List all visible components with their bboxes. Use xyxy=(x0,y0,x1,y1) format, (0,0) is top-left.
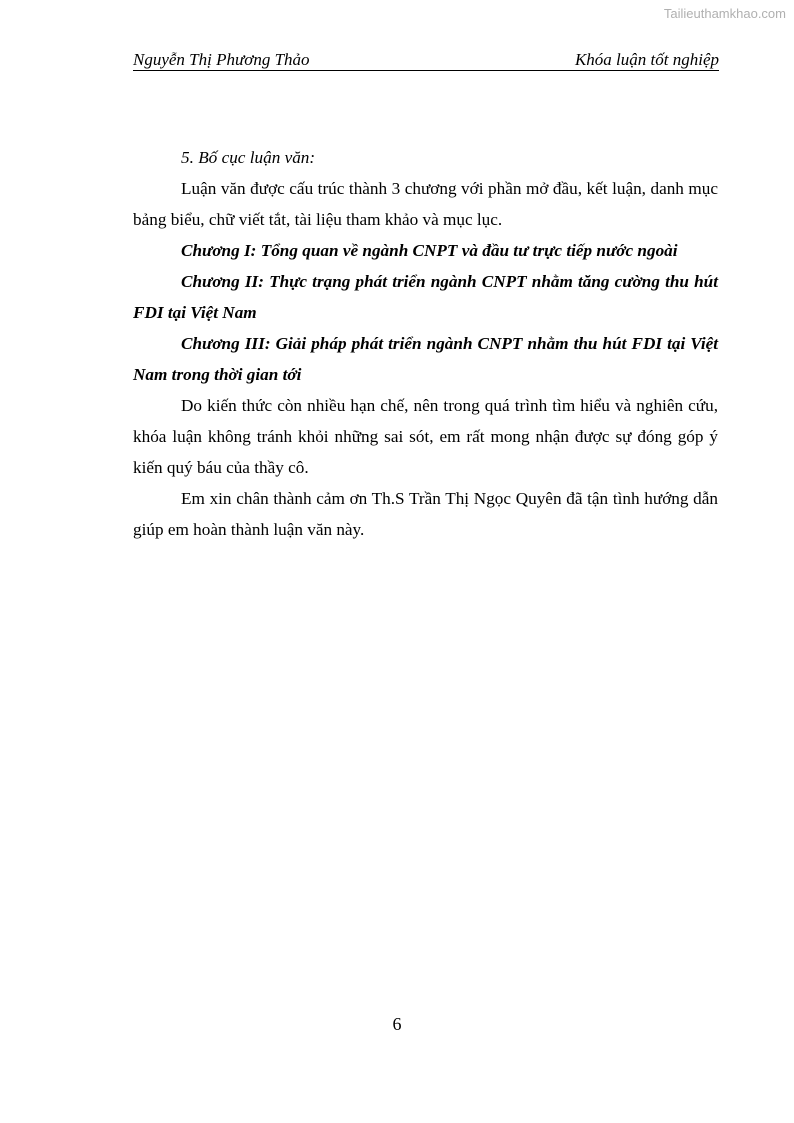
chapter-3-title: Chương III: Giải pháp phát triển ngành CNPT nhằm thu hút FDI tại Việt Nam trong thời gian tới xyxy=(133,334,718,384)
section-heading: 5. Bố cục luận văn: xyxy=(181,148,316,167)
header-author: Nguyễn Thị Phương Thảo xyxy=(133,50,310,69)
page-header xyxy=(133,48,719,71)
body-paragraph: Em xin chân thành cảm ơn Th.S Trần Thị Ngọc Quyên đã tận tình hướng dẫn giúp em hoàn thành luận văn này. xyxy=(133,489,718,539)
page-number: 6 xyxy=(392,1014,402,1034)
page-body xyxy=(133,142,718,545)
body-paragraph: Do kiến thức còn nhiều hạn chế, nên trong quá trình tìm hiểu và nghiên cứu, khóa luận không tránh khỏi những sai sót, em rất mong nhận được sự đóng góp ý kiến quý báu của thầy cô. xyxy=(133,396,718,477)
chapter-1-title: Chương I: Tổng quan về ngành CNPT và đầu tư trực tiếp nước ngoài xyxy=(181,241,678,260)
watermark-text: Tailieuthamkhao.com xyxy=(663,6,786,21)
header-doc-type: Khóa luận tốt nghiệp xyxy=(574,50,719,69)
chapter-2-title: Chương II: Thực trạng phát triển ngành CNPT nhằm tăng cường thu hút FDI tại Việt Nam xyxy=(133,272,718,322)
body-paragraph: Luận văn được cấu trúc thành 3 chương với phần mở đầu, kết luận, danh mục bảng biểu, chữ viết tắt, tài liệu tham khảo và mục lục. xyxy=(133,179,718,229)
